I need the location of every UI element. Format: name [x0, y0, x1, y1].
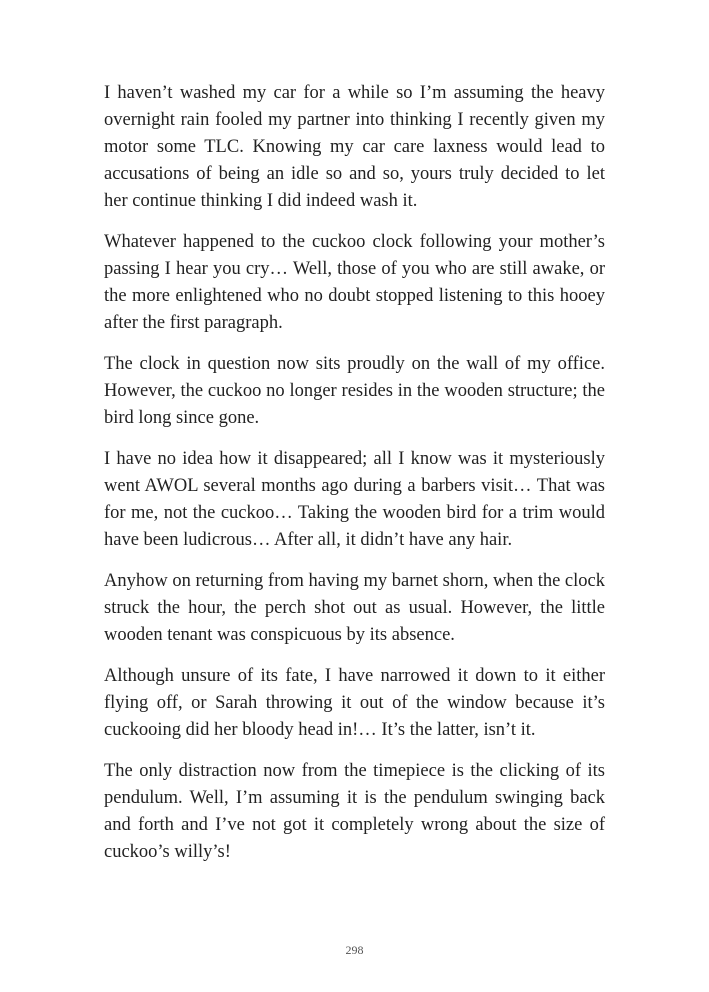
paragraph-2: Whatever happened to the cuckoo clock following your mother’s passing I hear you cry… Well, those of you who are still awake, or the more enlightened who no doubt stopped listening to this hooey after the first paragraph. — [104, 232, 605, 333]
paragraph-3: The clock in question now sits proudly on the wall of my office. However, the cuckoo no longer resides in the wooden structure; the bird long since gone. — [104, 354, 605, 428]
paragraph-1: I haven’t washed my car for a while so I’m assuming the heavy overnight rain fooled my partner into thinking I recently given my motor some TLC. Knowing my car care laxness would lead to accusations of being an idle so and so, yours truly decided to let her continue thinking I did indeed wash it. — [104, 83, 605, 211]
body-text — [104, 80, 605, 880]
paragraph-4: I have no idea how it disappeared; all I know was it mysteriously went AWOL several months ago during a barbers visit… That was for me, not the cuckoo… Taking the wooden bird for a trim would have been ludicrous… After all, it didn’t have any hair. — [104, 449, 605, 550]
paragraph-6: Although unsure of its fate, I have narrowed it down to it either flying off, or Sarah throwing it out of the window because it’s cuckooing did her bloody head in!… It’s the latter, isn’t it. — [104, 666, 605, 740]
paragraph-7: The only distraction now from the timepiece is the clicking of its pendulum. Well, I’m assuming it is the pendulum swinging back and forth and I’ve not got it completely wrong about the size of cuckoo’s willy’s! — [104, 761, 605, 862]
page-number: 298 — [345, 943, 364, 957]
paragraph-5: Anyhow on returning from having my barnet shorn, when the clock struck the hour, the perch shot out as usual. However, the little wooden tenant was conspicuous by its absence. — [104, 571, 605, 645]
